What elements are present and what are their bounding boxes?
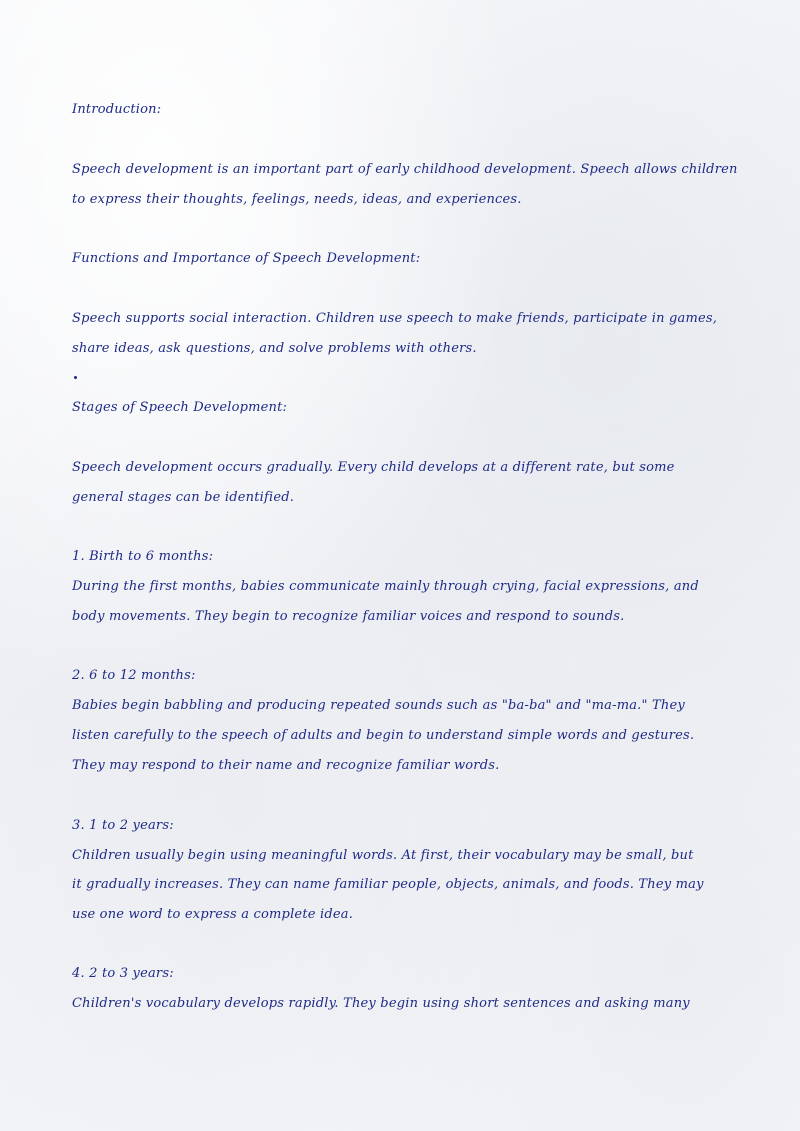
stage3-heading: 3. 1 to 2 years: — [72, 818, 174, 833]
intro-heading: Introduction: — [72, 102, 162, 117]
functions-heading: Functions and Importance of Speech Development: — [72, 251, 421, 266]
stage3-text-line: use one word to express a complete idea. — [72, 907, 354, 922]
stage3-text-line: Children usually begin using meaningful words. At first, their vocabulary may be small, but — [72, 848, 694, 863]
stage2-text-line: Babies begin babbling and producing repeated sounds such as "ba-ba" and "ma-ma." They — [72, 698, 685, 713]
stage3-text-line: it gradually increases. They can name familiar people, objects, animals, and foods. They may — [72, 877, 704, 892]
stages-heading: Stages of Speech Development: — [72, 400, 288, 415]
stage4-heading: 4. 2 to 3 years: — [72, 966, 174, 981]
intro-text-line: Speech development is an important part of early childhood development. Speech allows children — [72, 162, 738, 177]
stage2-text-line: listen carefully to the speech of adults and begin to understand simple words and gestures. — [72, 728, 695, 743]
stage2-text-line: They may respond to their name and recognize familiar words. — [72, 758, 500, 773]
functions-text-line: share ideas, ask questions, and solve problems with others. — [72, 341, 477, 356]
stage1-text-line: body movements. They begin to recognize familiar voices and respond to sounds. — [72, 609, 625, 624]
stage1-heading: 1. Birth to 6 months: — [72, 549, 214, 564]
functions-text-line: Speech supports social interaction. Children use speech to make friends, participate in games, — [72, 311, 718, 326]
stages-text-line: general stages can be identified. — [72, 490, 295, 505]
stages-text-line: Speech development occurs gradually. Every child develops at a different rate, but some — [72, 460, 675, 475]
stage4-text-line: Children's vocabulary develops rapidly. They begin using short sentences and asking many — [72, 996, 690, 1011]
stray-mark — [74, 376, 77, 379]
stage2-heading: 2. 6 to 12 months: — [72, 668, 196, 683]
intro-text-line: to express their thoughts, feelings, needs, ideas, and experiences. — [72, 192, 522, 207]
stage1-text-line: During the first months, babies communicate mainly through crying, facial expressions, and — [72, 579, 699, 594]
